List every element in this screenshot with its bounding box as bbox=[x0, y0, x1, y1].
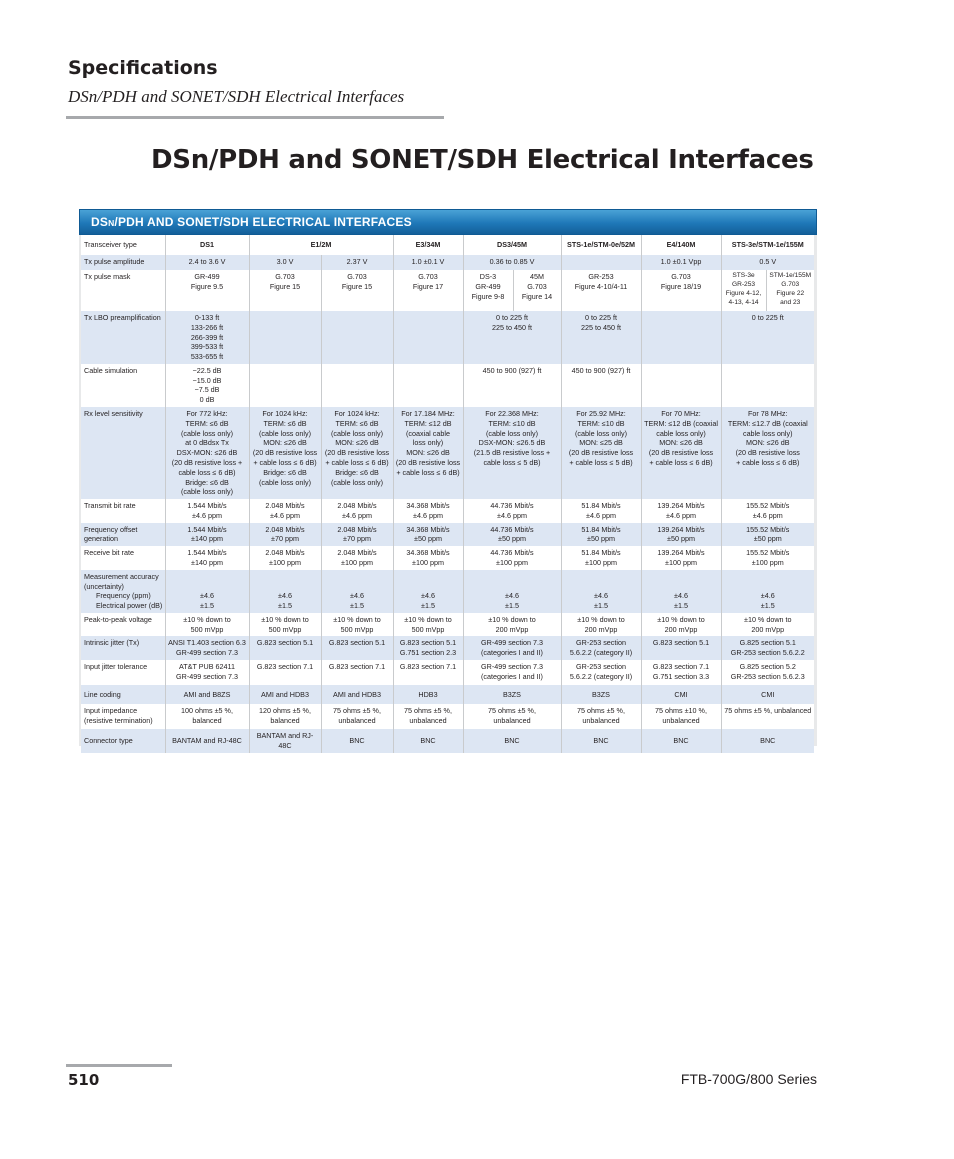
table-cell bbox=[249, 311, 321, 364]
table-cell: 75 ohms ±5 %, unbalanced bbox=[561, 704, 641, 729]
table-cell bbox=[321, 364, 393, 407]
table-cell: For 25.92 MHz: TERM: ≤10 dB (cable loss only) MON: ≤25 dB (20 dB resistive loss + cable loss ≤ 5 dB) bbox=[561, 407, 641, 499]
table-row bbox=[81, 499, 814, 523]
table-cell: BANTAM and RJ-48C bbox=[165, 729, 249, 753]
table-cell: 450 to 900 (927) ft bbox=[561, 364, 641, 407]
spec-banner bbox=[79, 209, 817, 235]
table-cell: For 17.184 MHz: TERM: ≤12 dB (coaxial cable loss only) MON: ≤26 dB (20 dB resistive loss + cable loss ≤ 6 dB) bbox=[393, 407, 463, 499]
table-cell: ±4.6 ±1.5 bbox=[561, 570, 641, 613]
table-cell: 75 ohms ±10 %, unbalanced bbox=[641, 704, 721, 729]
table-cell: G.703 Figure 17 bbox=[393, 270, 463, 311]
footer-divider bbox=[66, 1064, 172, 1067]
row-label: Receive bit rate bbox=[81, 546, 165, 570]
table-cell: STS-3e GR-253 Figure 4-12, 4-13, 4-14 bbox=[721, 270, 766, 311]
table-cell: G.823 section 5.1 bbox=[249, 636, 321, 660]
table-cell: 2.048 Mbit/s ±70 ppm bbox=[321, 523, 393, 547]
table-cell: For 1024 kHz: TERM: ≤6 dB (cable loss only) MON: ≤26 dB (20 dB resistive loss + cable loss ≤ 6 dB) Bridge: ≤6 dB (cable loss only) bbox=[321, 407, 393, 499]
table-cell: 1.0 ±0.1 Vpp bbox=[641, 255, 721, 270]
table-cell: AT&T PUB 62411 GR-499 section 7.3 bbox=[165, 660, 249, 685]
table-cell: 44.736 Mbit/s ±100 ppm bbox=[463, 546, 561, 570]
table-cell: 51.84 Mbit/s ±100 ppm bbox=[561, 546, 641, 570]
table-row bbox=[81, 546, 814, 570]
table-cell: 1.544 Mbit/s ±140 ppm bbox=[165, 546, 249, 570]
table-cell: ±10 % down to 200 mVpp bbox=[463, 613, 561, 637]
spec-table-body bbox=[81, 235, 814, 753]
table-cell: ±4.6 ±1.5 bbox=[321, 570, 393, 613]
table-cell: B3ZS bbox=[463, 685, 561, 704]
table-cell: 2.37 V bbox=[321, 255, 393, 270]
table-cell: 2.4 to 3.6 V bbox=[165, 255, 249, 270]
table-cell: 139.264 Mbit/s ±50 ppm bbox=[641, 523, 721, 547]
table-row bbox=[81, 364, 814, 407]
table-cell: G.823 section 7.1 bbox=[249, 660, 321, 685]
table-cell: HDB3 bbox=[393, 685, 463, 704]
table-cell: ±4.6 ±1.5 bbox=[393, 570, 463, 613]
table-cell: ±10 % down to 500 mVpp bbox=[393, 613, 463, 637]
table-cell: 1.0 ±0.1 V bbox=[393, 255, 463, 270]
table-cell: DS3/45M bbox=[463, 235, 561, 255]
table-cell: BNC bbox=[393, 729, 463, 753]
table-cell: G.823 section 7.1 bbox=[393, 660, 463, 685]
table-cell: 2.048 Mbit/s ±4.6 ppm bbox=[321, 499, 393, 523]
row-label: Measurement accuracy (uncertainty) Frequency (ppm) Electrical power (dB) bbox=[81, 570, 165, 613]
table-cell: G.823 section 5.1 bbox=[641, 636, 721, 660]
row-label: Line coding bbox=[81, 685, 165, 704]
table-row bbox=[81, 523, 814, 547]
table-cell: For 772 kHz: TERM: ≤6 dB (cable loss only) at 0 dBdsx Tx DSX-MON: ≤26 dB (20 dB resistive loss + cable loss ≤ 6 dB) Bridge: ≤6 dB (cable loss only) bbox=[165, 407, 249, 499]
row-label: Input impedance (resistive termination) bbox=[81, 704, 165, 729]
table-cell: 155.52 Mbit/s ±4.6 ppm bbox=[721, 499, 814, 523]
table-row bbox=[81, 704, 814, 729]
table-cell: AMI and HDB3 bbox=[321, 685, 393, 704]
table-cell: 2.048 Mbit/s ±100 ppm bbox=[249, 546, 321, 570]
table-cell: 0 to 225 ft 225 to 450 ft bbox=[463, 311, 561, 364]
table-cell: 44.736 Mbit/s ±4.6 ppm bbox=[463, 499, 561, 523]
table-cell: ±4.6 ±1.5 bbox=[463, 570, 561, 613]
table-cell: 0.5 V bbox=[721, 255, 814, 270]
table-cell: BNC bbox=[561, 729, 641, 753]
table-cell: STS-3e/STM-1e/155M bbox=[721, 235, 814, 255]
table-cell: 2.048 Mbit/s ±100 ppm bbox=[321, 546, 393, 570]
table-cell: BNC bbox=[641, 729, 721, 753]
table-row bbox=[81, 235, 814, 255]
row-label: Frequency offset generation bbox=[81, 523, 165, 547]
table-cell bbox=[641, 311, 721, 364]
table-cell: 155.52 Mbit/s ±50 ppm bbox=[721, 523, 814, 547]
table-cell: For 1024 kHz: TERM: ≤6 dB (cable loss only) MON: ≤26 dB (20 dB resistive loss + cable loss ≤ 6 dB) Bridge: ≤6 dB (cable loss only) bbox=[249, 407, 321, 499]
table-cell: CMI bbox=[721, 685, 814, 704]
table-cell bbox=[721, 364, 814, 407]
table-row bbox=[81, 407, 814, 499]
table-cell: 75 ohms ±5 %, unbalanced bbox=[393, 704, 463, 729]
table-cell: B3ZS bbox=[561, 685, 641, 704]
table-cell: BANTAM and RJ-48C bbox=[249, 729, 321, 753]
spec-table bbox=[81, 235, 814, 753]
table-row bbox=[81, 636, 814, 660]
table-cell: 34.368 Mbit/s ±50 ppm bbox=[393, 523, 463, 547]
table-cell: AMI and B8ZS bbox=[165, 685, 249, 704]
table-cell: GR-253 Figure 4-10/4-11 bbox=[561, 270, 641, 311]
table-cell bbox=[321, 311, 393, 364]
table-cell: E3/34M bbox=[393, 235, 463, 255]
table-cell: GR-499 section 7.3 (categories I and II) bbox=[463, 636, 561, 660]
table-cell: 0.36 to 0.85 V bbox=[463, 255, 561, 270]
table-cell: AMI and HDB3 bbox=[249, 685, 321, 704]
table-cell: ±4.6 ±1.5 bbox=[641, 570, 721, 613]
table-cell bbox=[561, 255, 641, 270]
table-cell: 51.84 Mbit/s ±50 ppm bbox=[561, 523, 641, 547]
table-cell: STS-1e/STM-0e/52M bbox=[561, 235, 641, 255]
table-cell: 51.84 Mbit/s ±4.6 ppm bbox=[561, 499, 641, 523]
table-row bbox=[81, 660, 814, 685]
table-cell bbox=[393, 311, 463, 364]
row-label: Connector type bbox=[81, 729, 165, 753]
row-label: Transmit bit rate bbox=[81, 499, 165, 523]
table-cell: E1/2M bbox=[249, 235, 393, 255]
table-row bbox=[81, 255, 814, 270]
row-label: Tx pulse mask bbox=[81, 270, 165, 311]
table-cell: G.823 section 5.1 bbox=[321, 636, 393, 660]
table-cell: 0-133 ft 133-266 ft 266-399 ft 399-533 ft 533-655 ft bbox=[165, 311, 249, 364]
table-cell: 45M G.703 Figure 14 bbox=[513, 270, 561, 311]
table-row bbox=[81, 613, 814, 637]
table-cell: ±4.6 ±1.5 bbox=[721, 570, 814, 613]
table-cell: 0 to 225 ft 225 to 450 ft bbox=[561, 311, 641, 364]
table-cell: 75 ohms ±5 %, unbalanced bbox=[463, 704, 561, 729]
table-cell: G.823 section 7.1 bbox=[321, 660, 393, 685]
table-cell: G.823 section 5.1 G.751 section 2.3 bbox=[393, 636, 463, 660]
table-cell: 34.368 Mbit/s ±100 ppm bbox=[393, 546, 463, 570]
row-label: Intrinsic jitter (Tx) bbox=[81, 636, 165, 660]
table-cell: 120 ohms ±5 %, balanced bbox=[249, 704, 321, 729]
table-cell: ±10 % down to 200 mVpp bbox=[641, 613, 721, 637]
table-cell: GR-253 section 5.6.2.2 (category II) bbox=[561, 636, 641, 660]
page-number: 510 bbox=[68, 1071, 100, 1089]
table-cell: 75 ohms ±5 %, unbalanced bbox=[721, 704, 814, 729]
table-row bbox=[81, 729, 814, 753]
section-title: Specifications bbox=[68, 57, 218, 79]
table-cell bbox=[393, 364, 463, 407]
row-label: Input jitter tolerance bbox=[81, 660, 165, 685]
table-row bbox=[81, 685, 814, 704]
table-cell: ANSI T1.403 section 6.3 GR-499 section 7.3 bbox=[165, 636, 249, 660]
table-cell: For 70 MHz: TERM: ≤12 dB (coaxial cable loss only) MON: ≤26 dB (20 dB resistive loss + cable loss ≤ 6 dB) bbox=[641, 407, 721, 499]
table-cell: 3.0 V bbox=[249, 255, 321, 270]
table-cell: ±4.6 ±1.5 bbox=[249, 570, 321, 613]
table-cell: BNC bbox=[321, 729, 393, 753]
table-cell: DS-3 GR-499 Figure 9-8 bbox=[463, 270, 513, 311]
table-cell: 100 ohms ±5 %, balanced bbox=[165, 704, 249, 729]
table-cell: ±4.6 ±1.5 bbox=[165, 570, 249, 613]
table-cell: 139.264 Mbit/s ±100 ppm bbox=[641, 546, 721, 570]
spec-box bbox=[79, 209, 817, 750]
table-row bbox=[81, 311, 814, 364]
row-label: Tx pulse amplitude bbox=[81, 255, 165, 270]
table-cell: 2.048 Mbit/s ±4.6 ppm bbox=[249, 499, 321, 523]
table-cell: G.703 Figure 15 bbox=[249, 270, 321, 311]
table-cell: For 78 MHz: TERM: ≤12.7 dB (coaxial cable loss only) MON: ≤26 dB (20 dB resistive loss + cable loss ≤ 6 dB) bbox=[721, 407, 814, 499]
header-divider bbox=[66, 116, 444, 119]
table-row bbox=[81, 570, 814, 613]
table-cell: 139.264 Mbit/s ±4.6 ppm bbox=[641, 499, 721, 523]
table-cell: G.825 section 5.1 GR-253 section 5.6.2.2 bbox=[721, 636, 814, 660]
table-cell: G.823 section 7.1 G.751 section 3.3 bbox=[641, 660, 721, 685]
row-label: Transceiver type bbox=[81, 235, 165, 255]
table-cell: 75 ohms ±5 %, unbalanced bbox=[321, 704, 393, 729]
table-cell: G.703 Figure 18/19 bbox=[641, 270, 721, 311]
table-cell: −22.5 dB −15.0 dB −7.5 dB 0 dB bbox=[165, 364, 249, 407]
row-label: Tx LBO preamplification bbox=[81, 311, 165, 364]
table-cell: E4/140M bbox=[641, 235, 721, 255]
page-title: DSn/PDH and SONET/SDH Electrical Interfaces bbox=[151, 145, 814, 175]
table-cell: 155.52 Mbit/s ±100 ppm bbox=[721, 546, 814, 570]
row-label: Peak-to-peak voltage bbox=[81, 613, 165, 637]
table-cell: CMI bbox=[641, 685, 721, 704]
table-row bbox=[81, 270, 814, 311]
table-cell: GR-253 section 5.6.2.2 (category II) bbox=[561, 660, 641, 685]
table-cell: GR-499 Figure 9.5 bbox=[165, 270, 249, 311]
table-cell: ±10 % down to 500 mVpp bbox=[249, 613, 321, 637]
table-cell: G.825 section 5.2 GR-253 section 5.6.2.3 bbox=[721, 660, 814, 685]
table-cell: ±10 % down to 500 mVpp bbox=[165, 613, 249, 637]
table-cell: GR-499 section 7.3 (categories I and II) bbox=[463, 660, 561, 685]
table-cell: BNC bbox=[463, 729, 561, 753]
table-cell bbox=[641, 364, 721, 407]
table-cell: 0 to 225 ft bbox=[721, 311, 814, 364]
table-cell: ±10 % down to 200 mVpp bbox=[561, 613, 641, 637]
table-cell: For 22.368 MHz: TERM: ≤10 dB (cable loss only) DSX-MON: ≤26.5 dB (21.5 dB resistive loss + cable loss ≤ 5 dB) bbox=[463, 407, 561, 499]
banner-title: DSN/PDH AND SONET/SDH ELECTRICAL INTERFACES bbox=[91, 215, 412, 229]
table-cell: DS1 bbox=[165, 235, 249, 255]
row-label: Cable simulation bbox=[81, 364, 165, 407]
series-name: FTB-700G/800 Series bbox=[680, 1071, 817, 1087]
table-cell: ±10 % down to 200 mVpp bbox=[721, 613, 814, 637]
table-cell: G.703 Figure 15 bbox=[321, 270, 393, 311]
table-cell bbox=[249, 364, 321, 407]
table-cell: 34.368 Mbit/s ±4.6 ppm bbox=[393, 499, 463, 523]
table-cell: 2.048 Mbit/s ±70 ppm bbox=[249, 523, 321, 547]
table-cell: 1.544 Mbit/s ±4.6 ppm bbox=[165, 499, 249, 523]
table-cell: 450 to 900 (927) ft bbox=[463, 364, 561, 407]
table-cell: 44.736 Mbit/s ±50 ppm bbox=[463, 523, 561, 547]
table-cell: BNC bbox=[721, 729, 814, 753]
table-cell: STM-1e/155M G.703 Figure 22 and 23 bbox=[766, 270, 814, 311]
row-label: Rx level sensitivity bbox=[81, 407, 165, 499]
table-cell: ±10 % down to 500 mVpp bbox=[321, 613, 393, 637]
table-cell: 1.544 Mbit/s ±140 ppm bbox=[165, 523, 249, 547]
subsection-title: DSn/PDH and SONET/SDH Electrical Interfaces bbox=[68, 87, 405, 106]
